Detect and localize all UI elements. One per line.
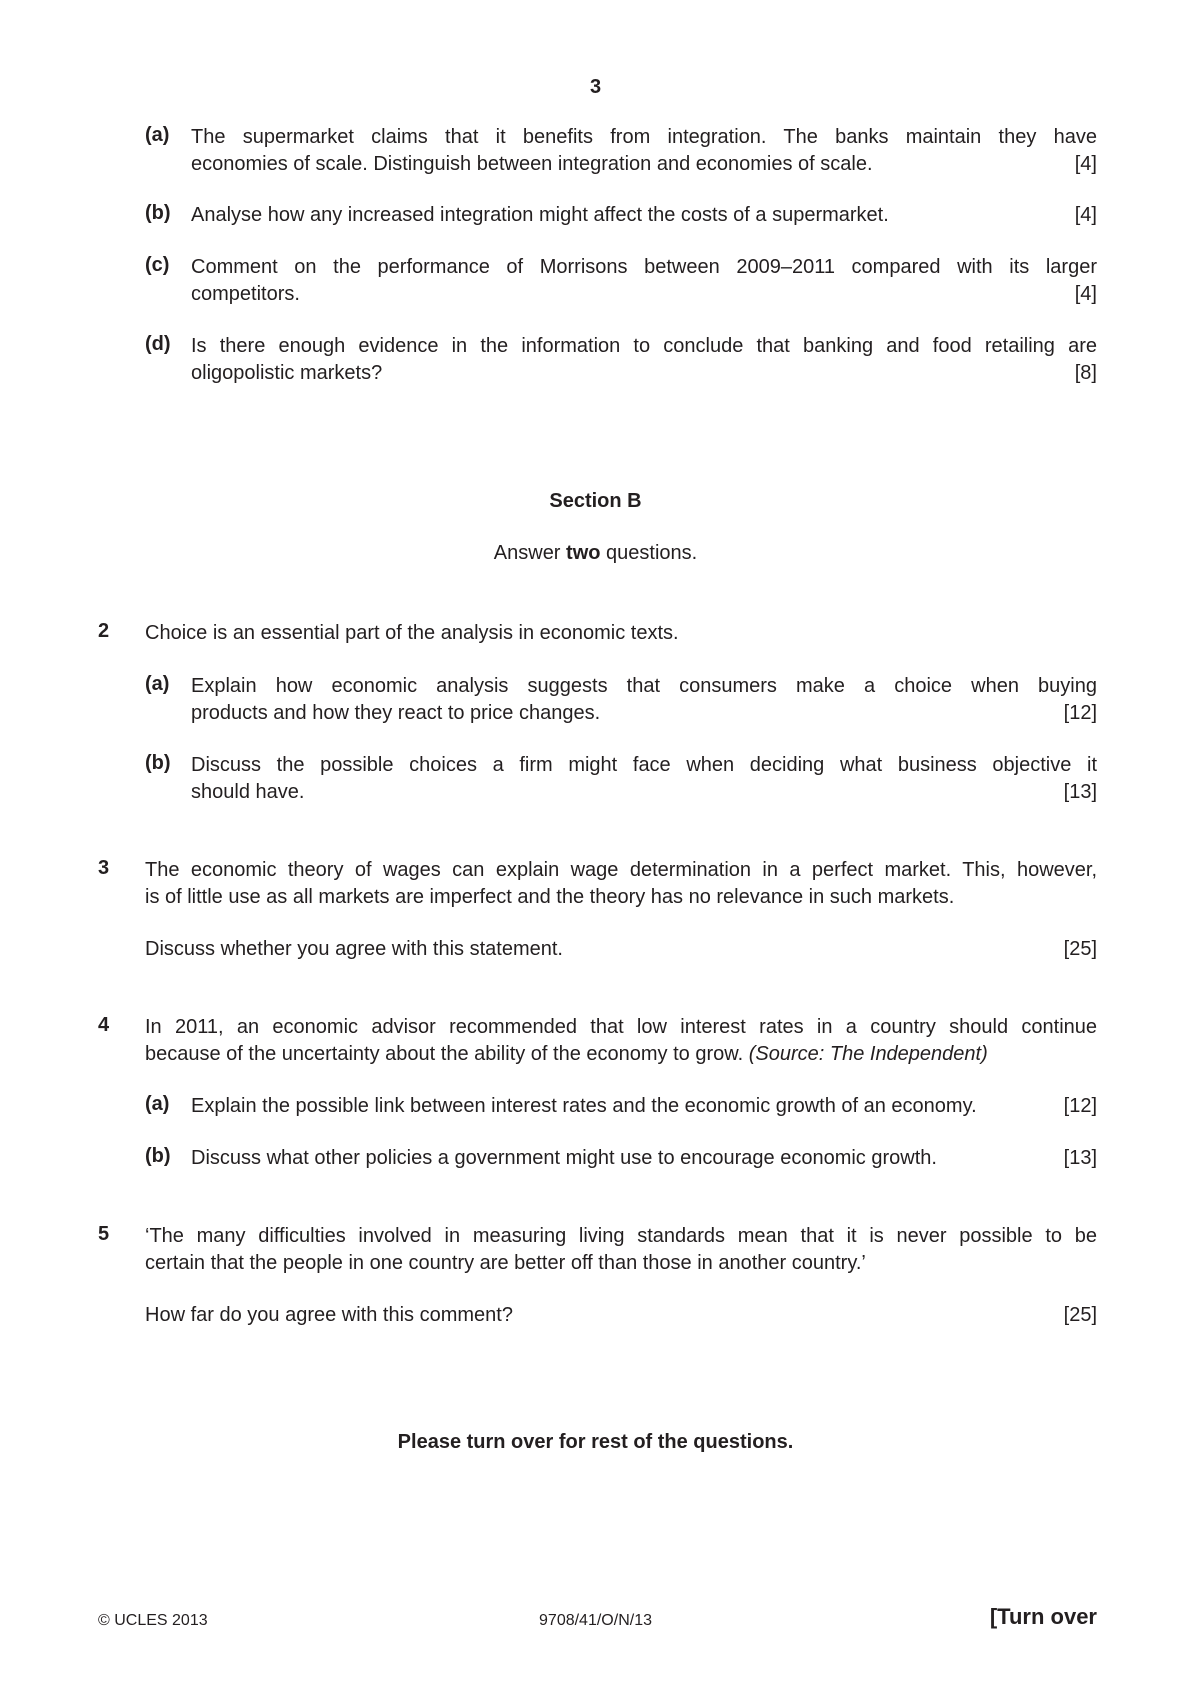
mark-allocation: [13] [1063,781,1097,803]
part-label: (a) [145,1093,170,1115]
question-task [145,1302,1097,1329]
part-line: economies of scale. Distinguish between integration and economies of scale. [191,153,873,175]
part-text [191,202,1097,229]
stem-line: ‘The many difficulties involved in measuring living standards mean that it is never possible to be [145,1225,1097,1247]
instruction-emphasis: two [566,542,601,564]
part-text [191,333,1097,387]
part-line: Is there enough evidence in the information to conclude that banking and food retailing are [191,335,1097,357]
mark-allocation: [4] [1074,153,1097,175]
part-line: Explain how economic analysis suggests that consumers make a choice when buying [191,675,1097,697]
footer-copyright: © UCLES 2013 [98,1612,208,1629]
stem-line: certain that the people in one country are better off than those in another country.’ [145,1252,866,1274]
mark-allocation: [4] [1074,283,1097,305]
part-label: (a) [145,673,170,695]
mark-allocation: [8] [1074,362,1097,384]
page-number: 3 [589,76,602,98]
mark-allocation: [12] [1063,1095,1097,1117]
task-text: How far do you agree with this comment? [145,1304,513,1326]
part-label: (b) [145,752,171,774]
part-label: (b) [145,1145,171,1167]
question-number: 5 [98,1223,110,1245]
part-text [191,673,1097,727]
mark-allocation: [13] [1063,1147,1097,1169]
part-label: (a) [145,124,170,146]
instruction-text: questions. [600,542,698,564]
stem-line: is of little use as all markets are imperfect and the theory has no relevance in such markets. [145,886,955,908]
part-line: Discuss what other policies a government might use to encourage economic growth. [191,1147,937,1169]
mark-allocation: [4] [1074,204,1097,226]
part-label: (c) [145,254,170,276]
stem-line: In 2011, an economic advisor recommended that low interest rates in a country should continue [145,1016,1097,1038]
instruction-text: Answer [493,542,567,564]
section-title: Section B [549,490,642,512]
part-line: should have. [191,781,305,803]
part-label: (d) [145,333,171,355]
footer-paper-code: 9708/41/O/N/13 [539,1612,652,1629]
part-line: Explain the possible link between interest rates and the economic growth of an economy. [191,1095,977,1117]
question-number: 4 [98,1014,110,1036]
part-label: (b) [145,202,171,224]
part-text [191,1093,1097,1120]
mark-allocation: [25] [1063,1304,1097,1326]
part-text [191,1145,1097,1172]
stem-line: because of the uncertainty about the ability of the economy to grow. [145,1043,749,1065]
part-line: Comment on the performance of Morrisons between 2009–2011 compared with its larger [191,256,1097,278]
question-number: 2 [98,620,110,642]
mark-allocation: [12] [1063,702,1097,724]
part-text [191,752,1097,806]
task-text: Discuss whether you agree with this statement. [145,938,563,960]
question-task [145,936,1097,963]
part-text [191,254,1097,308]
question-number: 3 [98,857,110,879]
part-line: Discuss the possible choices a firm might face when deciding what business objective it [191,754,1097,776]
section-instruction [0,542,1191,565]
question-stem [145,1223,1097,1277]
part-line: products and how they react to price changes. [191,702,601,724]
question-stem [145,1014,1097,1068]
turn-over-note: Please turn over for rest of the questions. [397,1431,794,1453]
part-text [191,124,1097,178]
question-stem: Choice is an essential part of the analysis in economic texts. [145,622,679,644]
part-line: oligopolistic markets? [191,362,383,384]
mark-allocation: [25] [1063,938,1097,960]
part-line: Analyse how any increased integration might affect the costs of a supermarket. [191,204,889,226]
part-line: The supermarket claims that it benefits from integration. The banks maintain they have [191,126,1097,148]
source-citation: (Source: The Independent) [748,1043,988,1065]
stem-line: The economic theory of wages can explain wage determination in a perfect market. This, however, [145,859,1097,881]
part-line: competitors. [191,283,300,305]
footer-turn-over: [Turn over [989,1604,1097,1629]
question-stem [145,857,1097,911]
